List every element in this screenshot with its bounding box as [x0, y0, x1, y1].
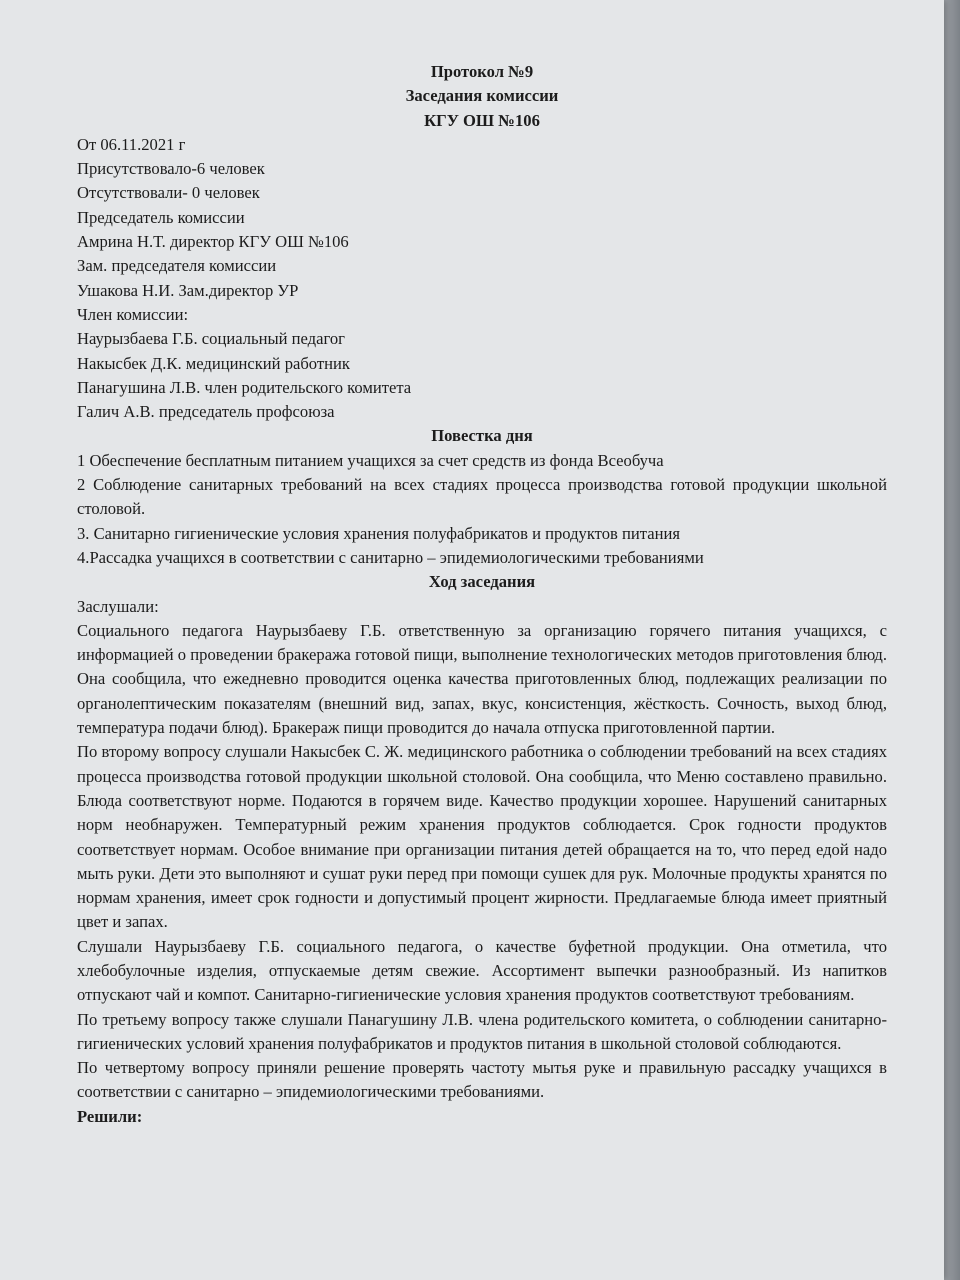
vice-chair-name: Ушакова Н.И. Зам.директор УР	[77, 280, 299, 300]
proceedings-paragraph: По второму вопросу слушали Накысбек С. Ж. медицинского работника о соблюдении требований на всех стадиях процесса производства готовой продукции школьной столовой. Она сообщила, что Меню составлено правильно. Блюда соответствуют норме. Подаются в горячем виде. Качество продукции хорошее. Нарушений санитарных норм необнаружен. Температурный режим хранения продуктов соблюдается. Срок годности продуктов соответствует нормам. Особое внимание при организации питания детей обращается на то, что перед едой надо мыть руки. Дети это выполняют и сушат руки перед при помощи сушек для рук. Молочные продукты хранятся по нормам хранения, имеет срок годности и допустимый процент жирности. Предлагаемые блюда имеет приятный цвет и запах.	[77, 742, 887, 932]
member-item: Наурызбаева Г.Б. социальный педагог	[77, 329, 345, 349]
member-item: Галич А.В. председатель профсоюза	[77, 402, 335, 422]
attendance-absent: Отсутствовали- 0 человек	[77, 183, 260, 203]
chair-label: Председатель комиссии	[77, 207, 245, 227]
organization-name: КГУ ОШ №106	[424, 110, 540, 130]
members-label: Член комиссии:	[77, 304, 189, 324]
proceedings-heading: Ход заседания	[428, 572, 536, 592]
agenda-item: 2 Соблюдение санитарных требований на всех стадиях процесса производства готовой продукции школьной столовой.	[77, 475, 887, 519]
agenda-item: 4.Рассадка учащихся в соответствии с санитарно – эпидемиологическими требованиями	[77, 547, 704, 567]
attendance-present: Присутствовало-6 человек	[77, 159, 265, 179]
proceedings-paragraph: Слушали Наурызбаеву Г.Б. социального педагога, о качестве буфетной продукции. Она отметила, что хлебобулочные изделия, отпускаемые детям свежие. Ассортимент выпечки разнообразный. Из напитков отпускают чай и компот. Санитарно-гигиенические условия хранения продуктов соответствуют требованиям.	[77, 936, 887, 1005]
heard-label: Заслушали:	[77, 596, 159, 616]
decided-label: Решили:	[77, 1106, 143, 1126]
proceedings-paragraph: По третьему вопросу также слушали Панагушину Л.В. члена родительского комитета, о соблюдении санитарно-гигиенических условий хранения полуфабрикатов и продуктов питания в школьной столовой соблюдаются.	[77, 1009, 887, 1053]
agenda-item: 3. Санитарно гигиенические условия хранения полуфабрикатов и продуктов питания	[77, 523, 680, 543]
document-title: Протокол №9	[430, 62, 534, 81]
agenda-item: 1 Обеспечение бесплатным питанием учащихся за счет средств из фонда Всеобуча	[77, 450, 664, 470]
member-item: Панагушина Л.В. член родительского комитета	[77, 377, 412, 397]
chair-name: Амрина Н.Т. директор КГУ ОШ №106	[77, 232, 349, 252]
agenda-heading: Повестка дня	[431, 426, 533, 446]
meeting-date: От 06.11.2021 г	[77, 134, 186, 154]
document-body	[77, 60, 887, 1129]
vice-chair-label: Зам. председателя комиссии	[77, 256, 277, 276]
member-item: Накысбек Д.К. медицинский работник	[77, 353, 350, 373]
document-subtitle: Заседания комиссии	[405, 86, 559, 106]
proceedings-paragraph: Социального педагога Наурызбаеву Г.Б. ответственную за организацию горячего питания учащихся, с информацией о проведении бракеража готовой пищи, выполнение технологических методов приготовления блюд. Она сообщила, что ежедневно проводится оценка качества приготовленных блюд, подлежащих реализации по органолептическим показателям (внешний вид, запах, вкус, консистенция, жёсткость. Сочность, выход блюд, температура подачи блюд). Бракераж пищи проводится до начала отпуска приготовленной партии.	[77, 620, 887, 738]
proceedings-paragraph: По четвертому вопросу приняли решение проверять частоту мытья руке и правильную рассадку учащихся в соответствии с санитарно – эпидемиологическими требованиями.	[77, 1058, 887, 1102]
